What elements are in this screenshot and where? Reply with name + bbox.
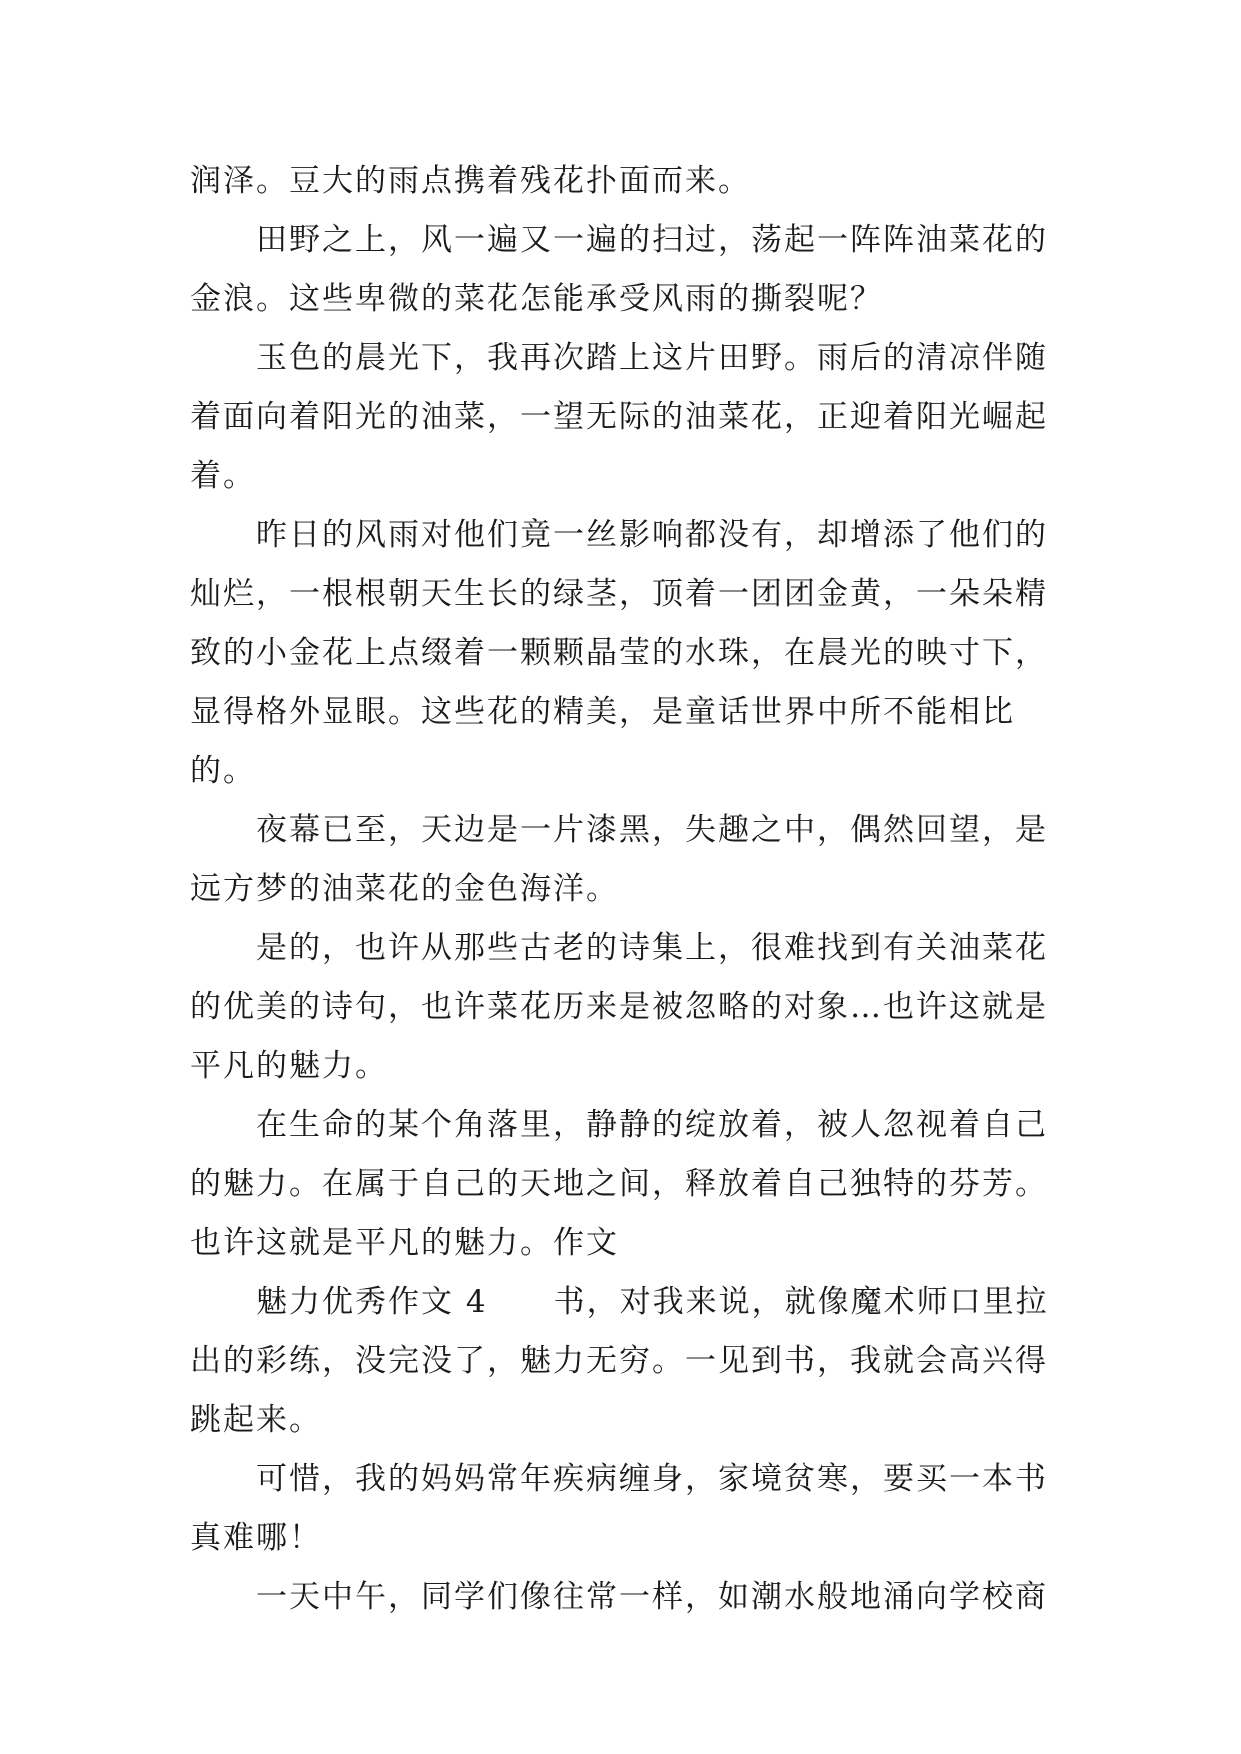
- paragraph-1: 润泽。豆大的雨点携着残花扑面而来。: [190, 163, 751, 199]
- paragraph-7: 在生命的某个角落里，静静的绽放着，被人忽视着自己的魅力。在属于自己的天地之间，释放着自己独特的芬芳。也许这就是平凡的魅力。作文: [190, 1107, 1048, 1261]
- paragraph-2: 田野之上，风一遍又一遍的扫过，荡起一阵阵油菜花的金浪。这些卑微的菜花怎能承受风雨的撕裂呢？: [190, 222, 1048, 317]
- section-4-first-text: 书，对我来说，就像魔术师口里拉出的彩练，没完没了，魅力无穷。一见到书，我就会高兴得跳起来。: [190, 1284, 1049, 1438]
- paragraph-5: 夜幕已至，天边是一片漆黑，失趣之中，偶然回望，是远方梦的油菜花的金色海洋。: [190, 812, 1048, 907]
- paragraph-10: 一天中午，同学们像往常一样，如潮水般地涌向学校商: [256, 1579, 1048, 1615]
- paragraph-6: 是的，也许从那些古老的诗集上，很难找到有关油菜花的优美的诗句，也许菜花历来是被忽略的对象…也许这就是平凡的魅力。: [190, 930, 1048, 1084]
- paragraph-4: 昨日的风雨对他们竟一丝影响都没有，却增添了他们的灿烂，一根根朝天生长的绿茎，顶着一团团金黄，一朵朵精致的小金花上点缀着一颗颗晶莹的水珠，在晨光的映寸下，显得格外显眼。这些花的精美，是童话世界中所不能相比的。: [190, 517, 1048, 789]
- section-4-paragraph: [190, 1273, 1070, 1450]
- body-text: [190, 152, 1070, 1627]
- section-4-heading: 魅力优秀作文 4: [256, 1284, 488, 1320]
- paragraph-9: 可惜，我的妈妈常年疾病缠身，家境贫寒，要买一本书真难哪！: [190, 1461, 1048, 1556]
- paragraph-3: 玉色的晨光下，我再次踏上这片田野。雨后的清凉伴随着面向着阳光的油菜，一望无际的油菜花，正迎着阳光崛起着。: [190, 340, 1048, 494]
